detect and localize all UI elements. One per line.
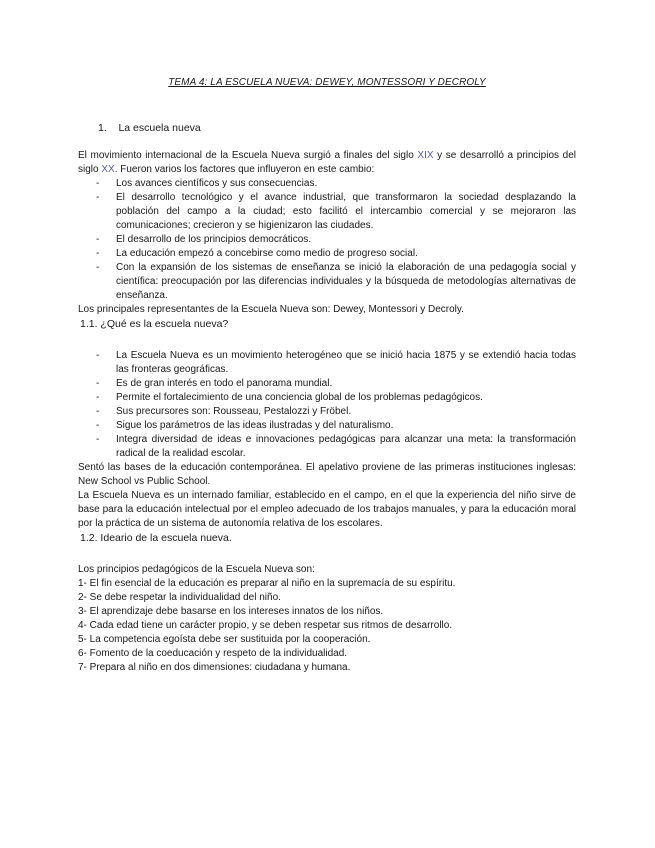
principles-list xyxy=(78,577,576,675)
roman-numeral: XIX xyxy=(417,150,434,161)
roman-numeral: XX xyxy=(101,164,115,175)
list-item: 3- El aprendizaje debe basarse en los intereses innatos de los niños. xyxy=(78,606,384,617)
section-number: 1. xyxy=(98,122,107,134)
list-item: 5- La competencia egoísta debe ser sustituida por la cooperación. xyxy=(78,634,371,645)
list-item: - Sus precursores son: Rousseau, Pestalozzi y Fröbel. xyxy=(78,405,576,419)
points-list xyxy=(78,349,576,461)
intro-paragraph: El movimiento internacional de la Escuela Nueva surgió a finales del siglo XIX y se desarrolló a principios del siglo XX. Fueron varios los factores que influyeron en este cambio: xyxy=(78,150,576,175)
factors-list xyxy=(78,177,576,303)
section-heading-1-2: 1.2. Ideario de la escuela nueva. xyxy=(80,532,232,544)
list-item: - Integra diversidad de ideas e innovaciones pedagógicas para alcanzar una meta: la transformación radical de la realidad escolar. xyxy=(78,433,576,461)
list-item: - Sigue los parámetros de las ideas ilustradas y del naturalismo. xyxy=(78,419,576,433)
list-item: 2- Se debe respetar la individualidad del niño. xyxy=(78,592,281,603)
section-title: La escuela nueva xyxy=(118,122,201,134)
list-item: - Es de gran interés en todo el panorama mundial. xyxy=(78,377,576,391)
document-title: TEMA 4: LA ESCUELA NUEVA: DEWEY, MONTESSORI Y DECROLY xyxy=(168,77,486,88)
representatives-paragraph: Los principales representantes de la Escuela Nueva son: Dewey, Montessori y Decroly. xyxy=(78,304,464,315)
section-heading-1-1: 1.1. ¿Qué es la escuela nueva? xyxy=(80,318,229,330)
paragraph-foundations: Sentó las bases de la educación contemporánea. El apelativo proviene de las primeras instituciones inglesas: New School vs Public School. xyxy=(78,462,576,487)
list-item: 6- Fomento de la coeducación y respeto de la individualidad. xyxy=(78,648,348,659)
list-item: - Con la expansión de los sistemas de enseñanza se inició la elaboración de una pedagogía social y científica: preocupación por las diferencias individuales y la búsqueda de metodologías alternativas de enseñanza. xyxy=(78,261,576,303)
list-item: - Permite el fortalecimiento de una conciencia global de los problemas pedagógicos. xyxy=(78,391,576,405)
list-item: - Los avances científicos y sus consecuencias. xyxy=(78,177,576,191)
principles-intro: Los principios pedagógicos de la Escuela Nueva son: xyxy=(78,564,315,575)
list-item: - El desarrollo de los principios democráticos. xyxy=(78,233,576,247)
list-item: - La educación empezó a concebirse como medio de progreso social. xyxy=(78,247,576,261)
list-item: 1- El fin esencial de la educación es preparar al niño en la supremacía de su espíritu. xyxy=(78,578,456,589)
list-item: - La Escuela Nueva es un movimiento heterogéneo que se inició hacia 1875 y se extendió hacia todas las fronteras geográficas. xyxy=(78,349,576,377)
list-item: 4- Cada edad tiene un carácter propio, y se deben respetar sus ritmos de desarrollo. xyxy=(78,620,453,631)
section-heading-1 xyxy=(98,121,576,135)
paragraph-definition: La Escuela Nueva es un internado familiar, establecido en el campo, en el que la experiencia del niño sirve de base para la educación intelectual por el empleo adecuado de los trabajos manuales, y para la educación moral por la práctica de un sistema de autonomía relativa de los escolares. xyxy=(78,490,576,529)
list-item: 7- Prepara al niño en dos dimensiones: ciudadana y humana. xyxy=(78,662,351,673)
list-item: - El desarrollo tecnológico y el avance industrial, que transformaron la sociedad desplazando la población del campo a la ciudad; esto facilitó el intercambio comercial y se mejoraron las comunicaciones; crecieron y se higienizaron las ciudades. xyxy=(78,191,576,233)
